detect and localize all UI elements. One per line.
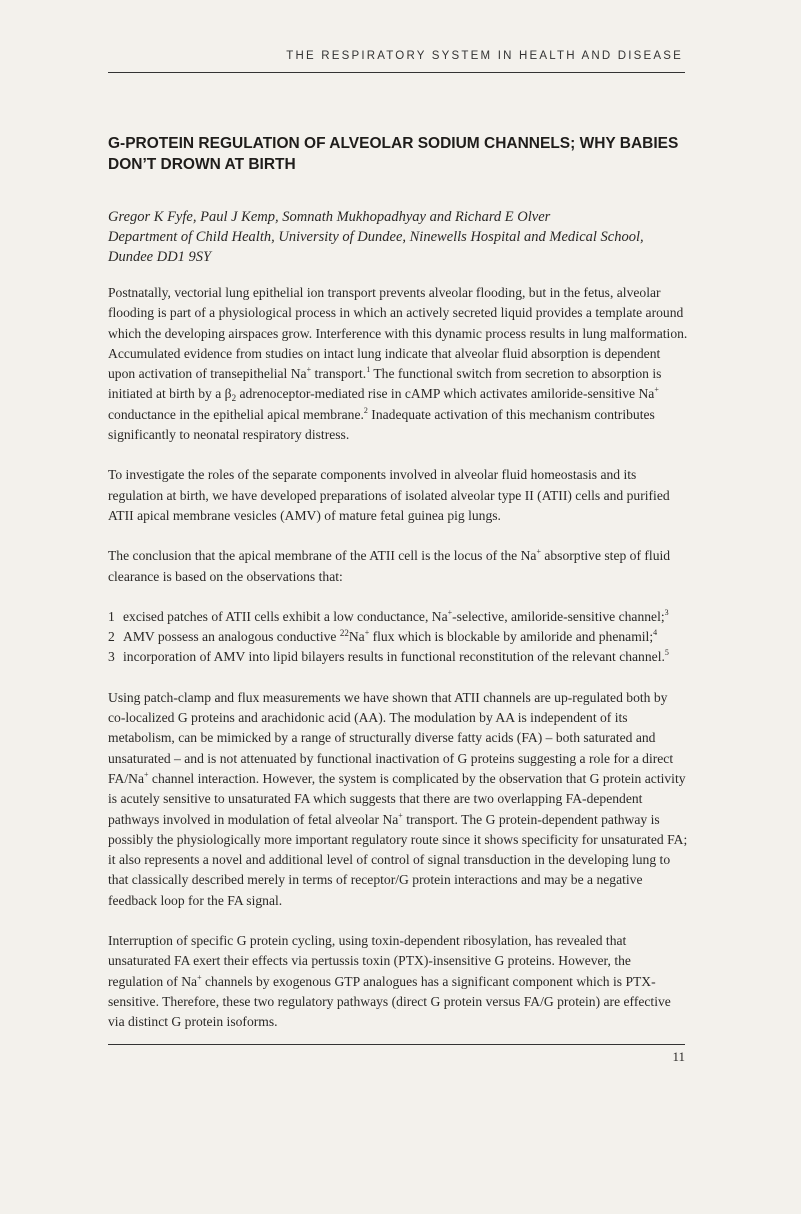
p4-text-a: Using patch-clamp and flux measurements we have shown that ATII channels are up-regulated both by co-localized G proteins and arachidonic acid (AA). The modulation by AA is independent of its metabolism, can be mimicked by a range of structurally diverse fatty acids (FA) – both saturated and unsaturated – and is not attenuated by functional inactivation of G proteins suggesting a role for a direct FA/Na [108,689,674,786]
p1-sup-plus-2: + [654,385,659,395]
running-head: THE RESPIRATORY SYSTEM IN HEALTH AND DISEASE [286,50,683,62]
list-sup-plus: + [364,628,370,638]
p5-sup-plus: + [197,972,202,982]
list-text: flux which is blockable by amiloride and phenamil; [369,629,654,645]
list-item [108,647,688,667]
affiliation-line-1: Department of Child Health, University of Dundee, Ninewells Hospital and Medical School, [108,229,644,245]
observation-list [108,607,688,668]
p1-text-f: Inadequate activation of this mechanism contributes significantly to neonatal respiratory distress. [108,406,655,443]
affiliation-line-2: Dundee DD1 9SY [108,249,212,265]
article-title: G-PROTEIN REGULATION OF ALVEOLAR SODIUM CHANNELS; WHY BABIES DON’T DROWN AT BIRTH [108,135,679,173]
p4-text-b: channel interaction. However, the system is complicated by the observation that G protein activity is acutely sensitive to unsaturated FA which suggests that there are two overlapping FA-dependent pathways involved in modulation of fetal alveolar Na [108,770,686,827]
p1-ref-1: 1 [366,365,371,375]
p1-text-b: transport. [311,366,367,382]
isotope-mark: 22 [339,628,349,639]
p1-sup-plus-1: + [306,365,312,375]
p1-sub-2: 2 [231,393,237,404]
p1-text-a: Postnatally, vectorial lung epithelial ion transport prevents alveolar flooding, but in the fetus, alveolar flooding is part of a physiological process in which an actively secreted liquid provides a template around which the developing airspaces grow. Interference with this dynamic process results in lung malformation. Accumulated evidence from studies on intact lung indicate that alveolar fluid absorption is dependent upon activation of transepithelial Na [108,285,688,382]
p5-text-b: channels by exogenous GTP analogues has a significant component which is PTX-sensitive. Therefore, these two regulatory pathways (direct G protein versus FA/G protein) are effective via distinct G protein isoforms. [108,973,671,1030]
paragraph-3 [108,546,688,587]
list-text: AMV possess an analogous conductive [123,629,340,645]
p4-sup-plus-2: + [398,810,403,820]
header-rule [108,72,685,73]
p4-sup-plus-1: + [144,769,149,779]
list-number: 1 [108,608,115,624]
p3-text-b: absorptive step of fluid clearance is based on the observations that: [108,548,671,584]
list-text: excised patches of ATII cells exhibit a low conductance, Na [123,608,448,624]
list-text: incorporation of AMV into lipid bilayers results in functional reconstitution of the relevant channel. [123,649,665,665]
author-names: Gregor K Fyfe, Paul J Kemp, Somnath Mukhopadhyay and Richard E Olver [108,209,551,225]
paragraph-4 [108,688,688,911]
p4-text-c: transport. The G protein-dependent pathway is possibly the physiologically more important regulatory route since it shows specificity for unsaturated FA; it also represents a novel and additional level of control of signal transduction in the developing lung to that classically described merely in terms of receptor/G protein interactions and may be a negative feedback loop for the FA signal. [108,811,688,908]
p1-ref-2: 2 [363,405,368,415]
paragraph-2: To investigate the roles of the separate components involved in alveolar fluid homeostasis and its regulation at birth, we have developed preparations of isolated alveolar type II (ATII) cells and purified ATII apical membrane vesicles (AMV) of mature fetal guinea pig lungs. [108,467,670,523]
article-body [108,283,688,1053]
list-item [108,607,688,627]
list-ref: 4 [653,628,658,638]
author-block [108,207,708,267]
paragraph-5 [108,931,688,1032]
list-ref: 5 [664,648,669,658]
footer-rule [108,1044,685,1045]
p1-text-e: conductance in the epithelial apical membrane. [108,406,364,422]
list-text: -selective, amiloride-sensitive channel; [452,608,665,624]
page-number: 11 [672,1049,685,1064]
p3-sup-plus: + [536,547,541,557]
list-number: 3 [108,649,115,665]
list-text: Na [348,629,365,645]
paragraph-1 [108,283,688,445]
list-sup-plus: + [447,607,453,617]
p1-text-d: adrenoceptor-mediated rise in cAMP which activates amiloride-sensitive Na [236,386,655,402]
list-ref: 3 [664,607,669,617]
p3-text-a: The conclusion that the apical membrane of the ATII cell is the locus of the Na [108,548,537,564]
list-number: 2 [108,629,115,645]
list-item [108,627,688,647]
p5-text-a: Interruption of specific G protein cycling, using toxin-dependent ribosylation, has revealed that unsaturated FA exert their effects via pertussis toxin (PTX)-insensitive G proteins. However, the regulation of Na [108,933,631,989]
p1-text-c: The functional switch from secretion to absorption is initiated at birth by a β [108,366,662,402]
